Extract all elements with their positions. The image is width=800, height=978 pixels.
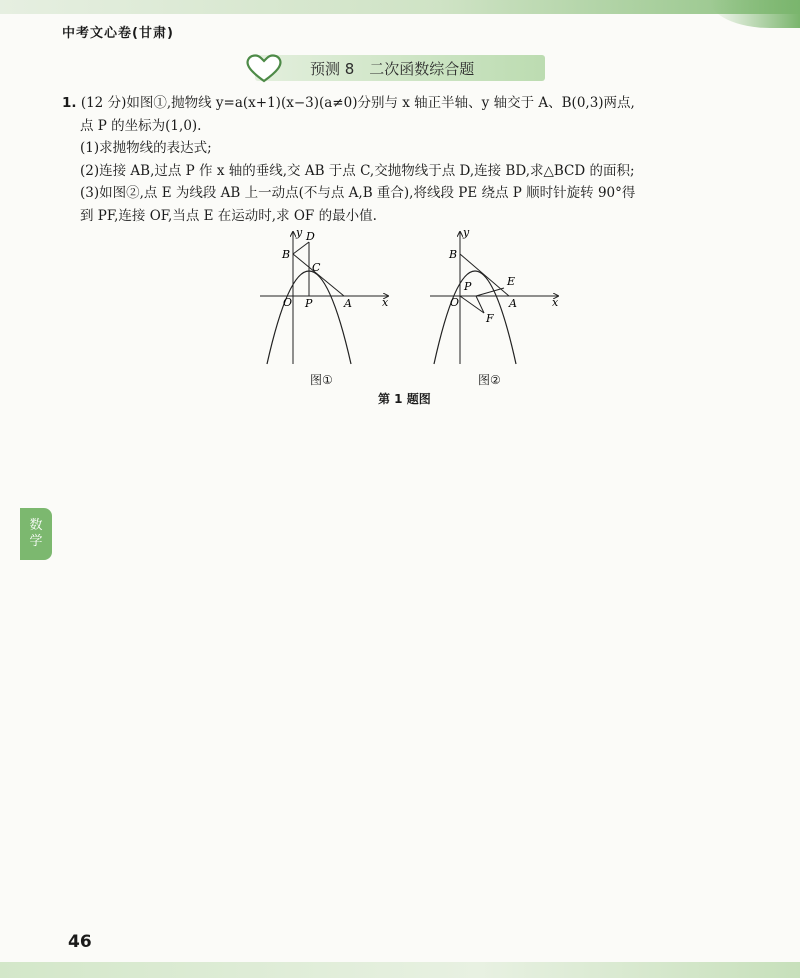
side-tab-char-1: 数 [29,518,43,533]
top-corner-swoosh [710,0,800,28]
figure-2-caption: 图② [478,373,501,387]
segment-bd [293,242,309,254]
subject-side-tab [20,508,52,560]
problem-intro: 1. (12 分)如图①,抛物线 y=a(x+1)(x−3)(a≠0)分别与 x 轴正半轴、y 轴交于 A、B(0,3)两点, [62,95,635,111]
section-title: 预测 8 二次函数综合题 [310,60,475,78]
figure-2 [420,228,570,368]
part-2: (2)连接 AB,过点 P 作 x 轴的垂线,交 AB 于点 C,交抛物线于点 D,连接 BD,求△BCD 的面积; [80,162,635,179]
label-P: P [464,280,472,293]
label-O: O [283,296,293,309]
problem-intro-cont: 点 P 的坐标为(1,0). [80,117,202,134]
label-y: y [463,228,470,239]
label-y: y [296,228,303,239]
parabola [434,271,516,364]
label-O: O [450,296,460,309]
header-title: 中考文心卷(甘肃) [62,26,174,41]
label-A: A [509,297,517,310]
segment-pe [476,288,504,296]
label-D: D [306,230,315,243]
page-number: 46 [68,932,92,952]
question-number: 1. [62,95,77,111]
label-A: A [344,297,352,310]
label-E: E [507,275,516,288]
heart-icon [244,52,284,84]
part-3-cont: 到 PF,连接 OF,当点 E 在运动时,求 OF 的最小值. [80,207,377,224]
label-B: B [282,248,291,261]
label-P: P [305,297,313,310]
figure-1-caption: 图① [310,373,333,387]
label-x: x [552,296,559,309]
side-tab-char-2: 学 [29,534,43,549]
part-1: (1)求抛物线的表达式; [80,140,212,156]
part-3: (3)如图②,点 E 为线段 AB 上一动点(不与点 A,B 重合),将线段 PE 绕点 P 顺时针旋转 90°得 [80,185,636,201]
figure-1 [250,228,400,368]
label-x: x [382,296,389,309]
figures-group-caption: 第 1 题图 [378,392,431,406]
label-C: C [312,261,321,274]
problem-1 [62,92,752,227]
label-F: F [486,312,494,325]
top-decorative-band [0,0,800,14]
label-B: B [449,248,458,261]
bottom-decorative-band [0,962,800,978]
